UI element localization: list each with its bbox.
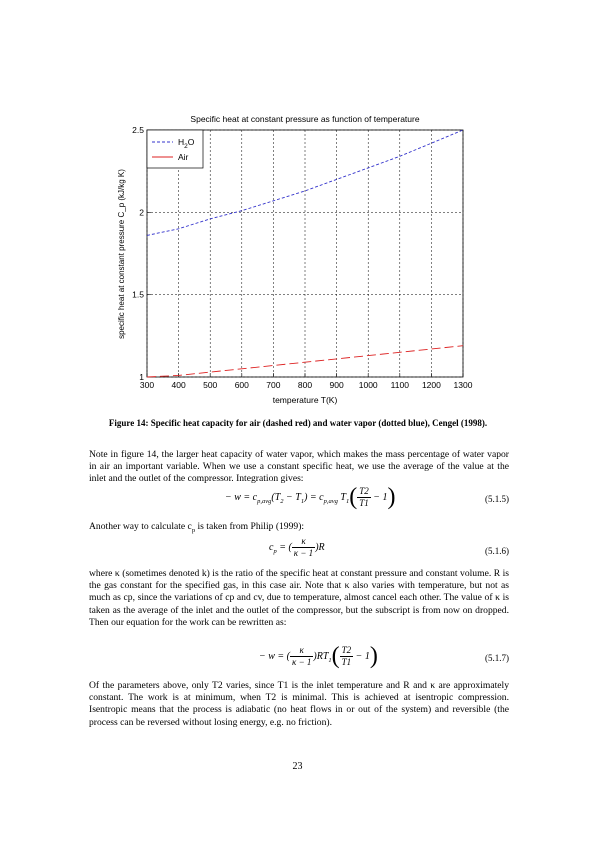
x-axis-label: temperature T(K): [272, 395, 338, 405]
x-tick-label: 1300: [453, 380, 473, 390]
x-tick-label: 500: [203, 380, 218, 390]
equation-number: (5.1.5): [485, 494, 509, 504]
legend-label: $H_2O$: [178, 137, 195, 150]
cp-chart: [0, 0, 595, 415]
x-tick-label: 600: [234, 380, 249, 390]
x-tick-label: 1200: [421, 380, 441, 390]
y-tick-label: 1: [139, 372, 144, 382]
paragraph-1: Note in figure 14, the larger heat capacity of water vapor, which makes the mass percentage of water vapor in air an important variable. When we use a constant specific heat, we use the average of the value at the inlet and the outlet of the compressor. Integration gives:: [89, 449, 509, 485]
paragraph-4: Of the parameters above, only T2 varies, since T1 is the inlet temperature and R and κ are approximately constant. The work is at minimum, when T2 is minimal. This is achieved at isentropic compression. Isentropic means that the process is adiabatic (no heat flows in or out of the system) and reversible (the process can be reversed without losing energy, e.g. no friction).: [89, 680, 509, 728]
equation-5-1-6: $c_p$ = ( $\frac{\kappa}{\kappa - 1}$ )R (5.1.6): [269, 536, 509, 558]
x-tick-label: 1100: [390, 380, 409, 390]
x-tick-label: 700: [266, 380, 281, 390]
y-tick-label: 2.5: [132, 125, 144, 135]
x-tick-label: 1000: [358, 380, 378, 390]
paragraph-3: where κ (sometimes denoted k) is the ratio of the specific heat at constant pressure and constant volume. R is the gas constant for the specified gas, in this case air. Note that κ also varies with temperature, but not as much as cp, since the variations of cp and cv, due to temperature, almost cancel each other. The value of κ is taken as the average of the inlet and the outlet of the compressor, but the subscript is from now on dropped. Then our equation for the work can be rewritten as:: [89, 568, 509, 628]
x-tick-label: 300: [139, 380, 155, 390]
equation-number: (5.1.7): [485, 653, 509, 663]
y-axis-label: specific heat at constant pressure C_p (kJ/kg K): [117, 169, 126, 339]
legend-label: Air: [178, 152, 189, 162]
figure-caption: Figure 14: Specific heat capacity for air (dashed red) and water vapor (dotted blue), Cengel (1998).: [108, 418, 488, 428]
page-number: 23: [292, 761, 303, 772]
paragraph-2: Another way to calculate $c_p$ is taken from Philip (1999):: [89, 521, 305, 534]
equation-5-1-7: − w = ( $\frac{\kappa}{\kappa - 1}$ )$RT_1$( $\frac{T2}{T1}$ − 1) (5.1.7): [259, 643, 509, 669]
x-tick-label: 900: [329, 380, 344, 390]
y-tick-label: 2: [139, 207, 144, 218]
legend-box: [147, 130, 203, 168]
equation-5-1-5: − $w = c_{p,avg}(T_2 - T_1) = c_{p,avg}$ $T_1$( $\frac{T2}{T1}$ − 1) (5.1.5): [225, 484, 509, 510]
x-tick-label: 800: [297, 380, 313, 390]
chart-title: Specific heat at constant pressure as function of temperature: [190, 114, 420, 124]
equation-number: (5.1.6): [485, 546, 509, 556]
y-tick-label: 1.5: [132, 289, 144, 300]
x-tick-label: 400: [171, 380, 186, 390]
